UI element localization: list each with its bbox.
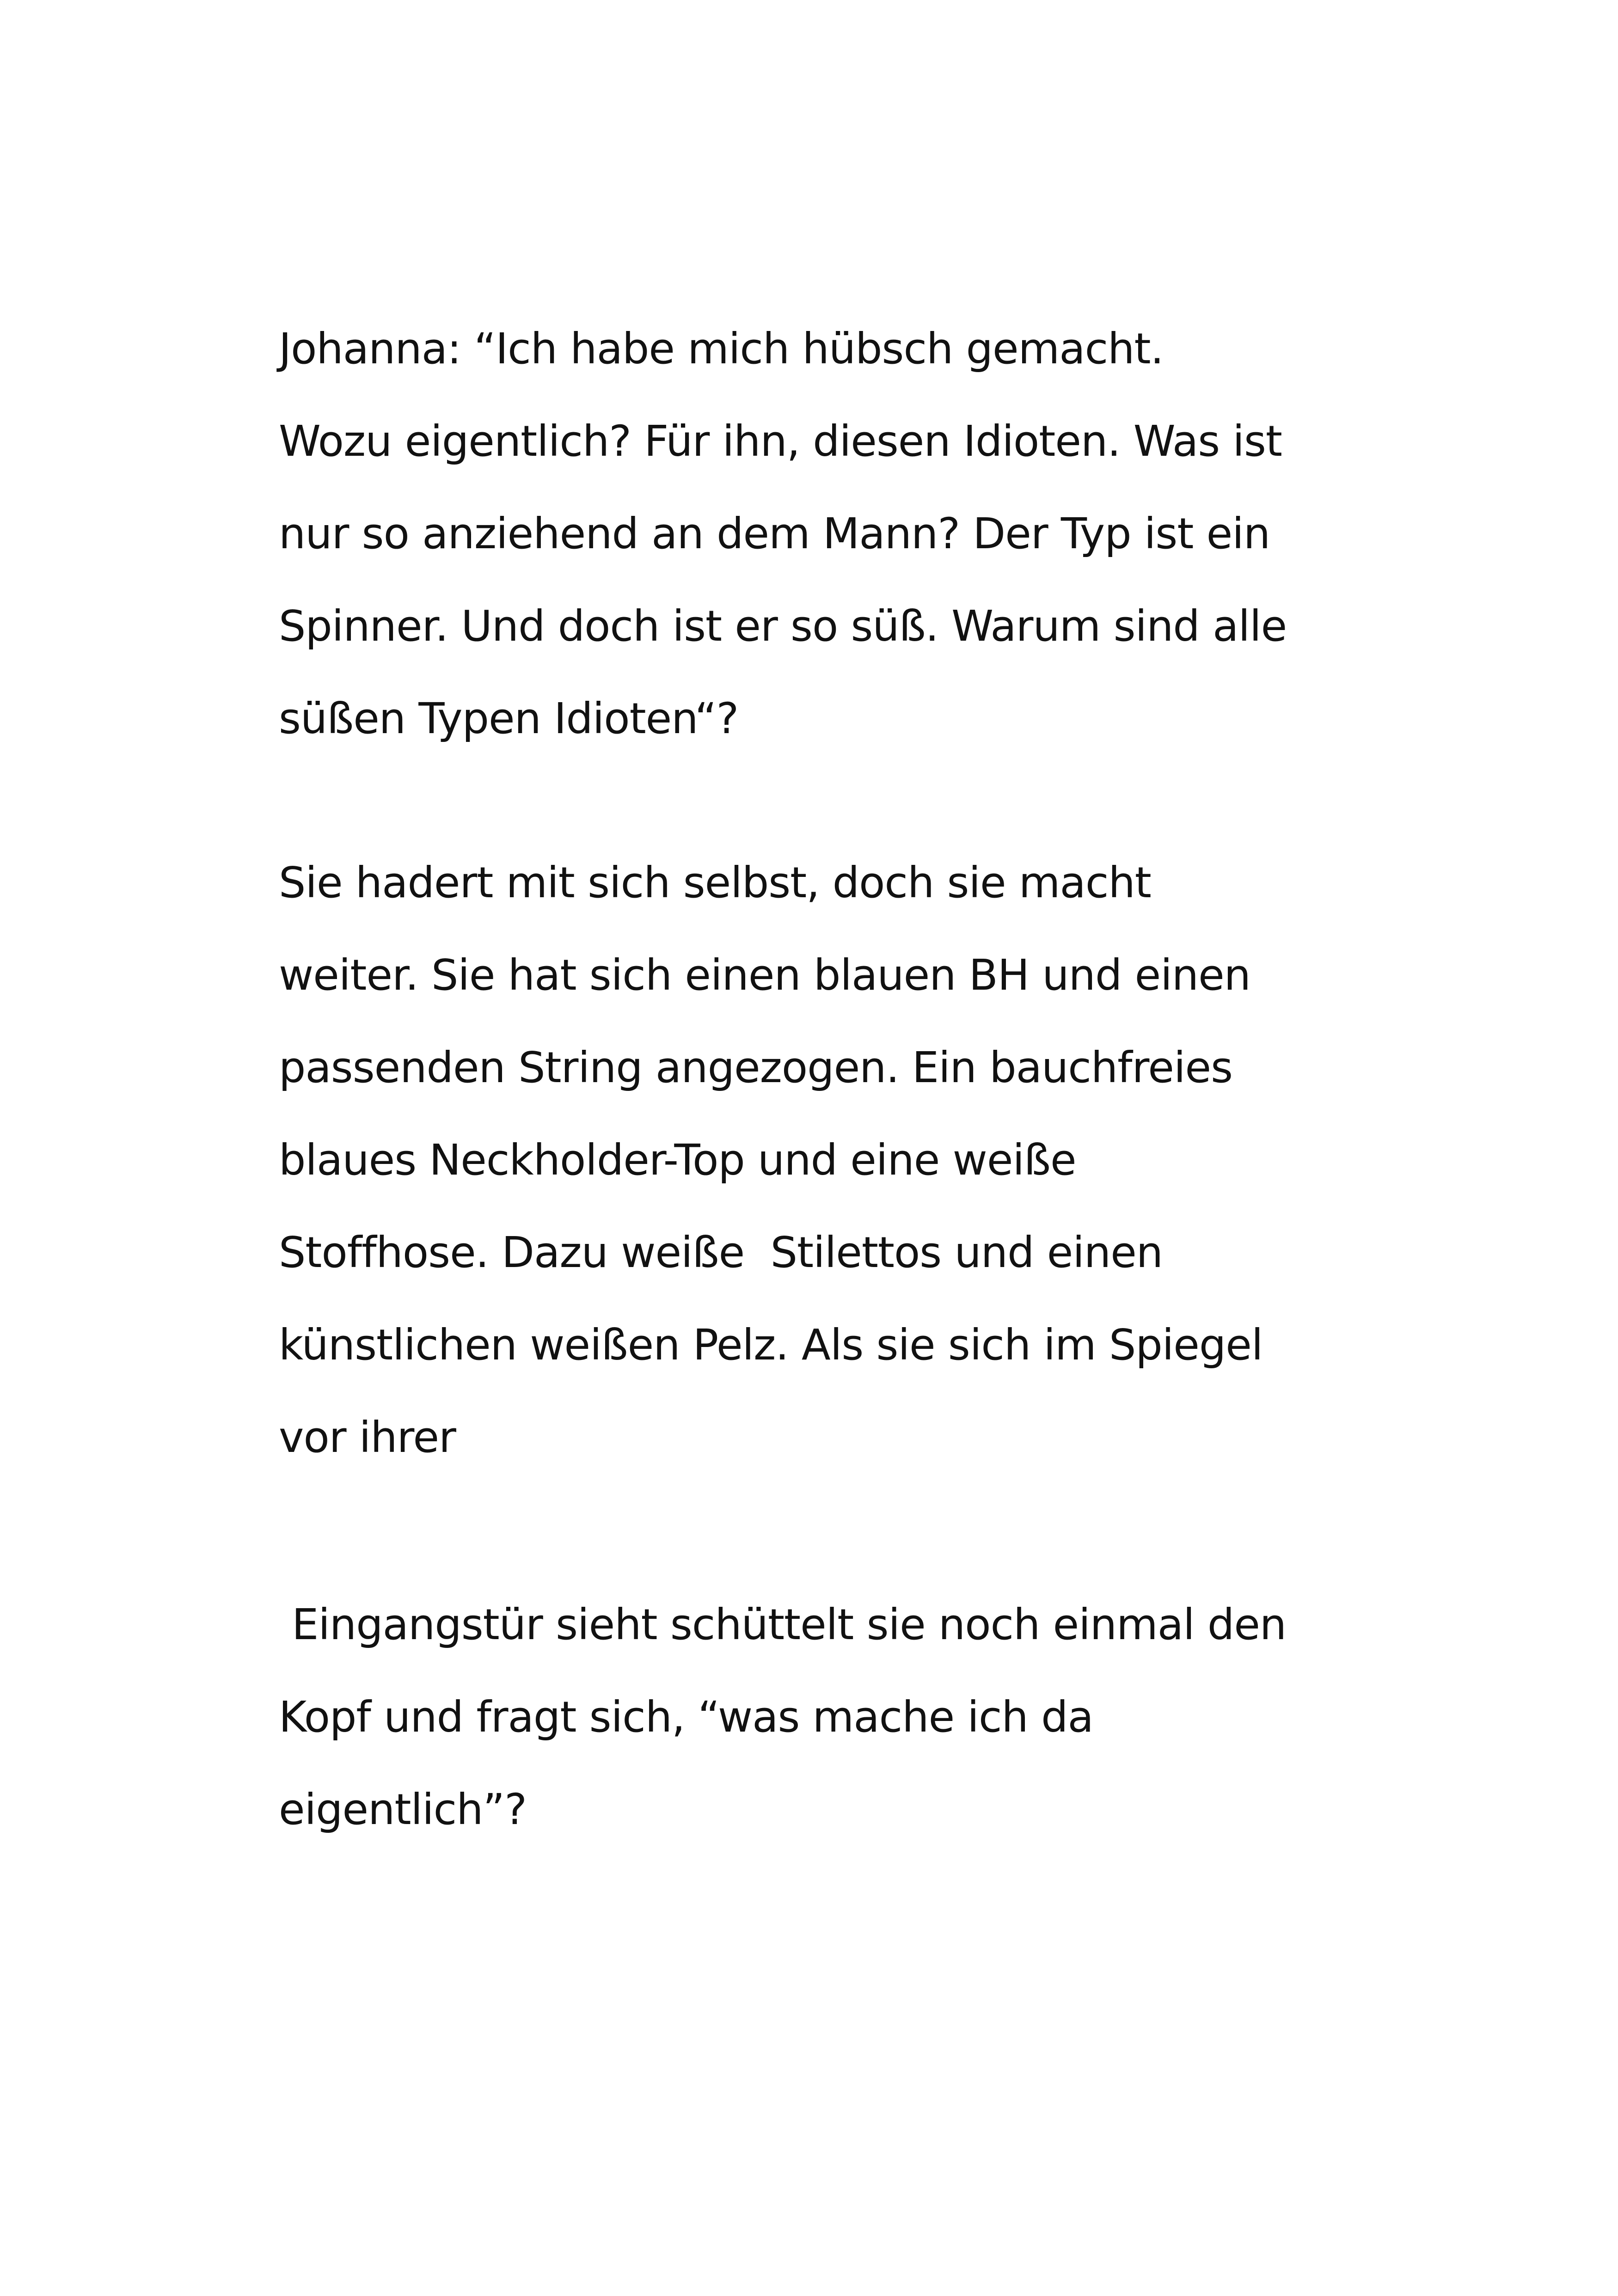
paragraph-1-line-1: Johanna: “Ich habe mich hübsch gemacht. xyxy=(279,324,1164,373)
paragraph-3-line-3: eigentlich”? xyxy=(279,1785,527,1834)
paragraph-3-line-1: Eingangstür sieht schüttelt sie noch einmal den xyxy=(279,1600,1287,1649)
paragraph-2-line-7: vor ihrer xyxy=(279,1413,456,1462)
paragraph-2-line-1: Sie hadert mit sich selbst, doch sie macht xyxy=(279,858,1151,907)
paragraph-3-line-2: Kopf und fragt sich, “was mache ich da xyxy=(279,1692,1093,1742)
paragraph-1-line-3: nur so anziehend an dem Mann? Der Typ ist ein xyxy=(279,509,1270,558)
paragraph-1-line-5: süßen Typen Idioten“? xyxy=(279,694,739,743)
paragraph-2-line-4: blaues Neckholder-Top und eine weiße xyxy=(279,1135,1076,1185)
paragraph-2-line-5: Stoffhose. Dazu weiße Stilettos und einen xyxy=(279,1228,1163,1277)
paragraph-2-line-6: künstlichen weißen Pelz. Als sie sich im Spiegel xyxy=(279,1320,1263,1370)
paragraph-2-line-2: weiter. Sie hat sich einen blauen BH und einen xyxy=(279,950,1250,1000)
paragraph-1-line-2: Wozu eigentlich? Für ihn, diesen Idioten. Was ist xyxy=(279,416,1282,466)
paragraph-1-line-4: Spinner. Und doch ist er so süß. Warum sind alle xyxy=(279,601,1287,651)
paragraph-2-line-3: passenden String angezogen. Ein bauchfreies xyxy=(279,1043,1233,1092)
